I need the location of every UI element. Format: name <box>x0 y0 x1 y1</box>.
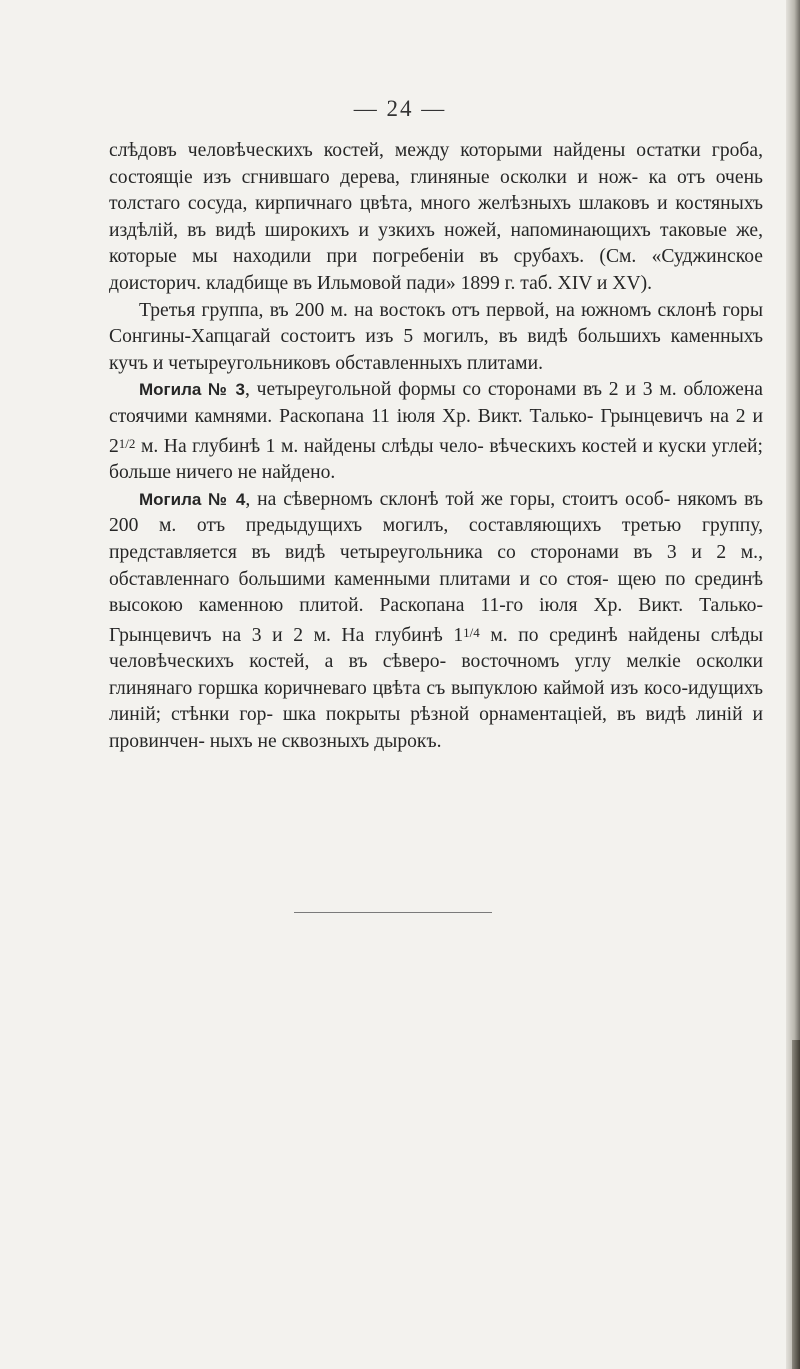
text-line: шлаковъ и костяныхъ издѣлій, въ видѣ широкихъ и узкихъ ножей, <box>109 193 763 241</box>
text-line: м. На глубинѣ 1 м. найдены слѣды чело- <box>135 435 484 457</box>
paragraph-3 <box>109 377 763 486</box>
text-line: въ срубахъ. (См. «Суджинское доисторич. кладбище въ Ильмовой <box>109 246 763 294</box>
text-line: по срединѣ найдены слѣды человѣческихъ костей, а въ сѣверо- <box>109 624 763 673</box>
paragraph-4 <box>109 487 763 756</box>
page-number: — 24 — <box>353 96 447 121</box>
text-line: шка покрыты рѣзной орнаментаціей, въ видѣ линій и провинчен- <box>109 704 763 753</box>
text-line: Хр. Викт. Талько-Грынцевичъ на 3 и 2 м. На глубинѣ 1 <box>109 595 763 646</box>
text-line: большихъ каменныхъ кучъ и четыреугольниковъ обставленныхъ <box>109 326 763 374</box>
section-end-rule <box>294 912 492 913</box>
text-line: , на сѣверномъ склонѣ той же горы, стоитъ особ- <box>245 488 671 510</box>
paragraph-1 <box>109 138 763 298</box>
text-line: цвѣта съ выпуклою каймой изъ косо-идущихъ линій; стѣнки гор- <box>109 677 763 726</box>
text-line: , четыреугольной формы со сторонами въ 2 и 3 м. <box>244 379 677 401</box>
grave-4-heading: Могила № 4 <box>139 489 246 509</box>
text-line: обложена стоячими камнями. Раскопана 11 іюля Хр. Викт. Талько- <box>109 379 764 427</box>
paragraph-2 <box>109 298 763 378</box>
page-edge-dark <box>792 1040 800 1369</box>
text-line: слѣдовъ человѣческихъ костей, между которыми найдены остатки <box>109 140 701 161</box>
text-line: Грынцевичъ на 2 и 2 <box>109 405 764 457</box>
text-line: напоминающихъ таковые же, которые мы находили при погребеніи <box>109 219 764 268</box>
text-line: м. <box>479 624 508 646</box>
text-line: пади» 1899 г. таб. XIV и XV). <box>406 272 653 294</box>
fraction: 1/4 <box>463 624 480 640</box>
text-line: ныхъ не сквозныхъ дырокъ. <box>209 731 442 753</box>
grave-3-heading: Могила № 3 <box>139 380 245 400</box>
text-line: вѣческихъ костей и куски углей; больше ничего не найдено. <box>109 435 763 484</box>
text-line: някомъ въ 200 м. отъ предыдущихъ могилъ, составляющихъ третью <box>109 488 764 537</box>
text-line: щею по срединѣ высокою каменною плитой. Раскопана 11-го іюля <box>109 568 763 617</box>
text-line: склонѣ горы Сонгины-Хапцагай состоитъ изъ 5 могилъ, въ видѣ <box>109 299 763 348</box>
text-line: Третья группа, въ 200 м. на востокъ отъ первой, на южномъ <box>139 299 652 321</box>
body-text <box>109 138 763 756</box>
text-line: восточномъ углу мелкіе осколки глинянаго горшка коричневаго <box>109 651 763 699</box>
text-line: гроба, состоящіе изъ сгнившаго дерева, глиняные осколки и нож- <box>109 140 763 188</box>
text-line: ка отъ очень толстаго сосуда, кирпичнаго цвѣта, много желѣзныхъ <box>109 166 763 215</box>
text-line: 3 и 2 м., обставленнаго большими каменными плитами и со стоя- <box>109 541 763 590</box>
text-line: плитами. <box>466 352 543 374</box>
fraction: 1/2 <box>118 435 136 451</box>
text-line: группу, представляется въ видѣ четыреугольника со сторонами въ <box>109 515 764 563</box>
